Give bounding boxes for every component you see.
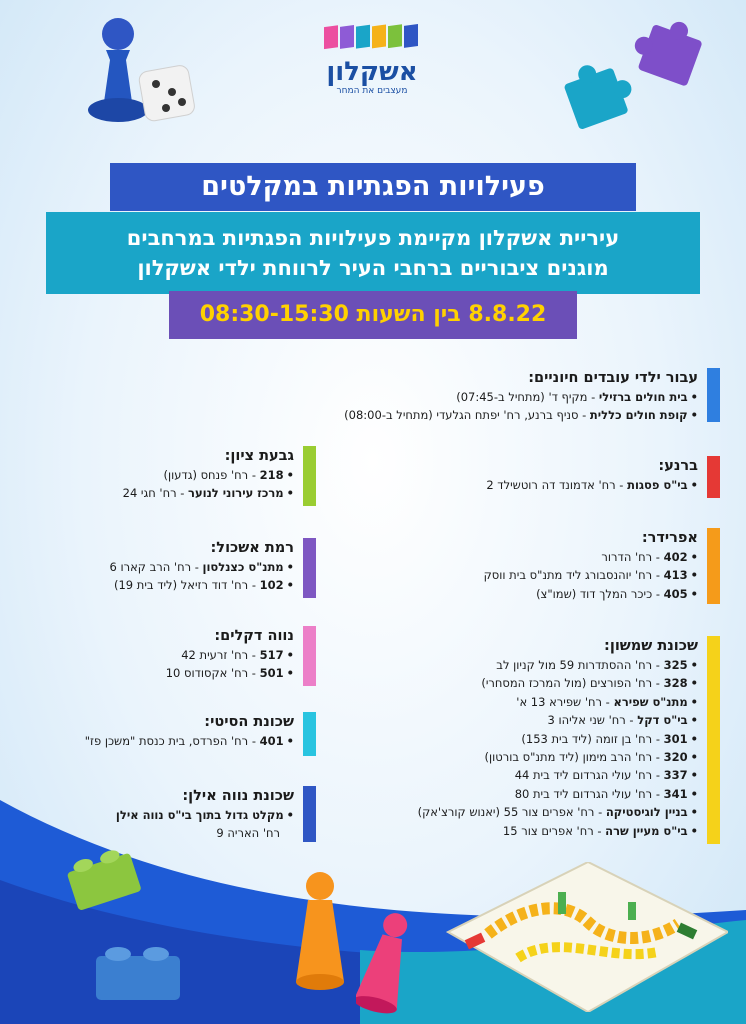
section-heading: נווה דקלים: [214, 628, 294, 644]
list-item [226, 388, 698, 406]
section-color-bar [707, 636, 720, 844]
item-address: - רח' אפרים צור 55 (יאנוש קורצ'אק) [417, 805, 606, 820]
section-neve-dekalim [70, 626, 316, 686]
item-name: 413 [663, 568, 688, 583]
list-item [226, 406, 698, 424]
section-color-bar [303, 538, 316, 598]
section-color-bar [707, 528, 720, 604]
bullet-icon: • [690, 805, 698, 820]
item-address: - רח' עולי הגרדום ליד בית 44 [514, 768, 664, 783]
section-barnea [380, 456, 720, 498]
puzzle-piece-icon [630, 14, 714, 98]
item-address: - מקיף ד' (מתחיל ב-07:45) [456, 390, 599, 404]
bullet-icon: • [690, 694, 698, 709]
bullet-icon: • [690, 676, 698, 691]
puzzle-piece-icon [556, 56, 640, 140]
item-name: קופת חולים כללית [589, 408, 688, 423]
item-address: - רח' פנחס (גדעון) [163, 468, 260, 482]
item-address: - רח' הרב קארו 6 [109, 560, 203, 574]
ashkelon-logo [318, 22, 426, 96]
bullet-icon: • [286, 734, 294, 748]
list-item [380, 585, 698, 603]
list-item [70, 558, 294, 576]
bullet-icon: • [690, 658, 698, 672]
item-address: - רח' דוד רזיאל (ליד בית 19) [113, 578, 260, 593]
bullet-icon: • [286, 486, 294, 501]
item-address: - רח' חגי 24 [122, 486, 189, 501]
item-name: 405 [663, 586, 688, 601]
section-heading: שכונת נווה אילן: [182, 788, 294, 804]
list-item [50, 806, 294, 824]
item-address: - רח' הפרדס, בית כנסת "משכן פז" [84, 734, 260, 748]
subtitle-box [46, 212, 700, 294]
section-color-bar [303, 712, 316, 756]
lego-brick-icon [62, 838, 144, 918]
item-name: מתנ"ס כצנלסון [202, 560, 284, 574]
bullet-icon: • [690, 768, 698, 783]
bullet-icon: • [286, 648, 294, 662]
section-heading: גבעת ציון: [224, 448, 294, 464]
item-name: בי"ס מעיין שרה [605, 823, 688, 838]
section-heading: שכונת שמשון: [604, 638, 698, 654]
lego-brick-icon [90, 926, 186, 1006]
item-address: - רח' בן זומה (ליד בית 153) [521, 731, 664, 746]
bullet-icon: • [690, 713, 698, 728]
bullet-icon: • [690, 550, 698, 564]
bullet-icon: • [690, 786, 698, 801]
item-name: 337 [663, 768, 688, 783]
section-neve-ilan [50, 786, 316, 842]
item-name: מתנ"ס שפירא [613, 694, 688, 709]
item-address: - רח' שני אליהו 3 [547, 713, 638, 728]
item-address: - סניף ברנע, רח' יפתח הגלעדי (מתחיל ב-08:00) [344, 408, 590, 423]
item-name: מרכז עירוני לנוער [188, 486, 284, 501]
section-extra-line: רח' האריה 9 [216, 826, 280, 841]
item-address: - רח' ההסתדרות 59 מול קניון לב [496, 658, 664, 672]
list-item [70, 484, 294, 502]
section-heading: אפרידר: [641, 530, 698, 546]
item-address: - רח' אקסודוס 10 [165, 666, 260, 681]
section-ramat-eshkol [70, 538, 316, 598]
item-name: 301 [663, 731, 688, 746]
list-item [320, 693, 698, 711]
item-name: 341 [663, 786, 688, 801]
item-address: - רח' הרב מימון (ליד מתנ"ס בורטון) [484, 750, 664, 765]
list-item [320, 711, 698, 729]
item-name: 517 [259, 648, 284, 662]
item-name: 325 [663, 658, 688, 672]
list-item [380, 548, 698, 566]
game-pawn-pink-icon [356, 906, 416, 1018]
item-name: 501 [259, 666, 284, 681]
item-name: בניין לוגיסטיקה [605, 805, 688, 820]
item-address: - רח' הדרור [601, 550, 664, 564]
dice-icon [136, 62, 200, 126]
bullet-icon: • [690, 568, 698, 583]
bullet-icon: • [286, 560, 294, 574]
bullet-icon: • [690, 731, 698, 746]
section-givat-zion [70, 446, 316, 506]
logo-name: אשקלון [326, 57, 418, 87]
bullet-icon: • [690, 408, 698, 423]
bullet-icon: • [286, 578, 294, 593]
list-item [320, 674, 698, 692]
section-color-bar [303, 626, 316, 686]
item-name: 328 [663, 676, 688, 691]
item-name: 218 [259, 468, 284, 482]
section-city [40, 712, 316, 756]
list-item [320, 656, 698, 674]
logo-flag-icon [318, 22, 426, 58]
bullet-icon: • [690, 823, 698, 838]
bullet-icon: • [286, 808, 294, 822]
item-name: 102 [259, 578, 284, 593]
item-name: 402 [663, 550, 688, 564]
section-color-bar [303, 446, 316, 506]
item-name: מקלט גדול בתוך בי"ס נווה אילן [115, 808, 284, 822]
bullet-icon: • [286, 666, 294, 681]
section-color-bar [303, 786, 316, 842]
list-item [320, 730, 698, 748]
item-address: - רח' אפרים צור 15 [502, 823, 606, 838]
list-item [70, 664, 294, 682]
section-color-bar [707, 368, 720, 422]
list-item [70, 646, 294, 664]
item-address: - רח' הפורצים (מול המרכז המסחרי) [481, 676, 664, 691]
item-name: בי"ס פסגות [627, 478, 688, 492]
section-heading: שכונת הסיטי: [204, 714, 294, 730]
list-item [40, 732, 294, 750]
subtitle-line-1: עיריית אשקלון מקיימת פעילויות הפגתיות במרחבים [126, 226, 620, 250]
item-address: - רח' יוהנסבורג ליד מתנ"ס בית ווסק [483, 568, 664, 583]
section-heading: רמת אשכול: [210, 540, 294, 556]
section-shimshon [320, 636, 720, 844]
bullet-icon: • [690, 586, 698, 601]
item-name: בי"ס דקל [637, 713, 688, 728]
list-item [320, 803, 698, 821]
item-address: - רח' שפירא 13 א' [516, 694, 614, 709]
item-name: 320 [663, 750, 688, 765]
item-name: 401 [259, 734, 284, 748]
section-color-bar [707, 456, 720, 498]
page-title: פעילויות הפגתיות במקלטים [110, 163, 636, 211]
board-game-icon [438, 862, 728, 1012]
logo-tagline: מעצבים את המחר [336, 86, 408, 96]
list-item [70, 466, 294, 484]
subtitle-line-2: מוגנים ציבוריים ברחבי העיר לרווחת ילדי אשקלון [137, 256, 609, 280]
section-afridar [380, 528, 720, 604]
game-pawn-orange-icon [290, 866, 350, 996]
list-item [380, 566, 698, 584]
section-heading: ברנע: [658, 458, 698, 474]
bullet-icon: • [690, 390, 698, 404]
section-essential-workers [226, 368, 720, 422]
section-heading: עבור ילדי עובדים חיוניים: [528, 370, 698, 386]
list-item [70, 576, 294, 594]
bullet-icon: • [690, 750, 698, 765]
item-address: - כיכר המלך דוד (שמו"צ) [536, 586, 664, 601]
bullet-icon: • [690, 478, 698, 492]
list-item [320, 822, 698, 840]
item-name: בית חולים ברזילי [598, 390, 688, 404]
list-item [380, 476, 698, 494]
item-address: - רח' עולי הגרדום ליד בית 80 [514, 786, 664, 801]
date-banner: 8.8.22 בין השעות 08:30-15:30 [169, 291, 577, 339]
item-address: - רח' אדמונד דה רוטשילד 2 [486, 478, 628, 492]
list-item [320, 785, 698, 803]
item-address: - רח' זרעית 42 [181, 648, 260, 662]
bullet-icon: • [286, 468, 294, 482]
list-item [320, 748, 698, 766]
list-item [320, 766, 698, 784]
